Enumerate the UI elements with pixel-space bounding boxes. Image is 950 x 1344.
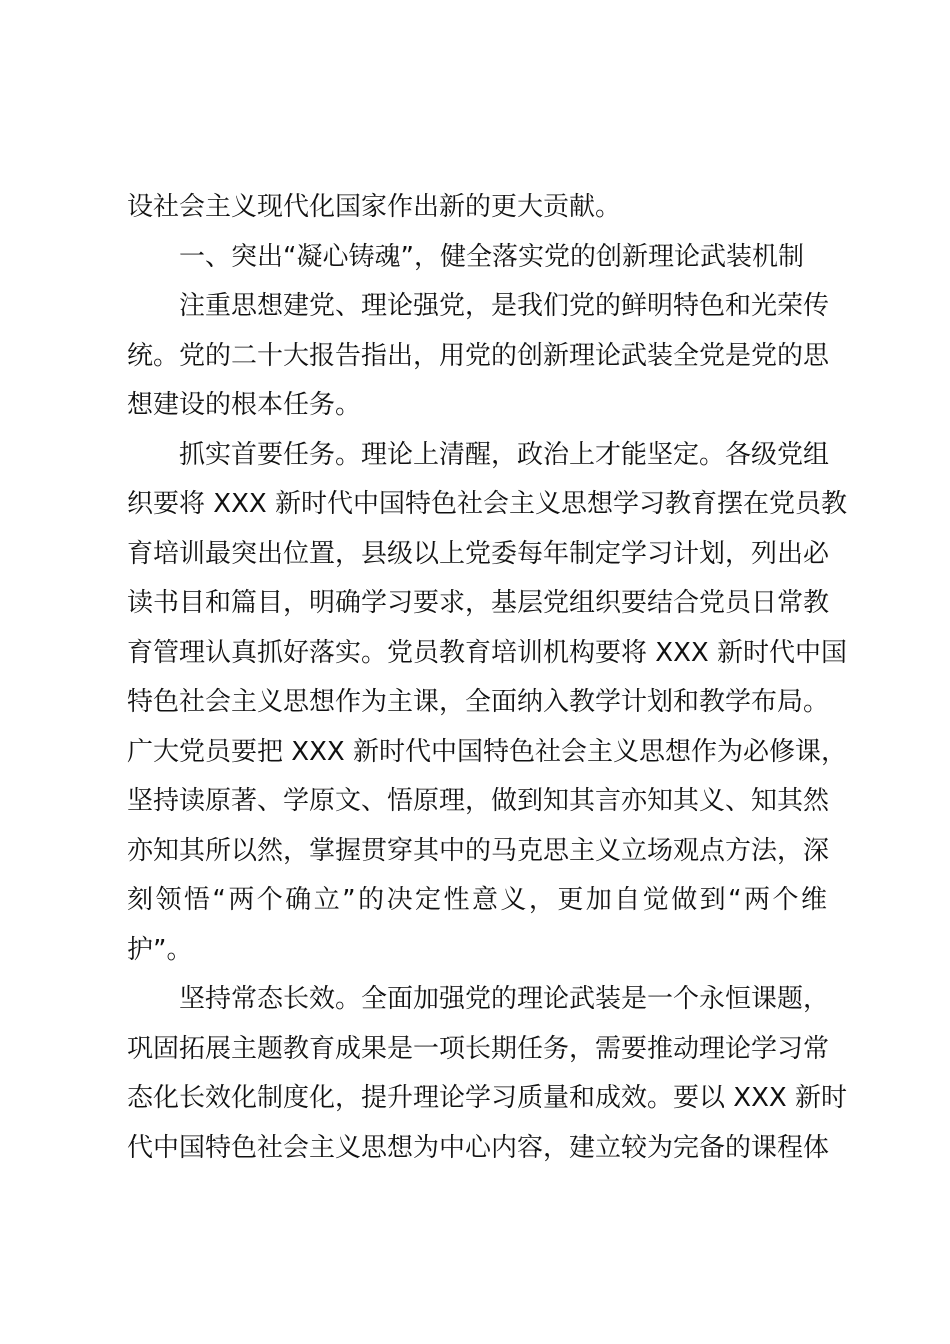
text-line: 态化长效化制度化，提升理论学习质量和成效。要以 XXX 新时 — [127, 1083, 847, 1113]
text-line: 特色社会主义思想作为主课，全面纳入教学计划和教学布局。 — [127, 687, 830, 717]
text-line: 亦知其所以然，掌握贯穿其中的马克思主义立场观点方法，深 — [127, 835, 830, 866]
text-line: 育培训最突出位置，县级以上党委每年制定学习计划，列出必 — [127, 538, 830, 569]
text-line: 巩固拓展主题教育成果是一项长期任务，需要推动理论学习常 — [127, 1033, 830, 1064]
text-line: 想建设的根本任务。 — [127, 390, 362, 420]
text-line: 统。党的二十大报告指出，用党的创新理论武装全党是党的思 — [127, 340, 830, 371]
text-line: 代中国特色社会主义思想为中心内容，建立较为完备的课程体 — [127, 1132, 830, 1163]
text-line: 护”。 — [127, 934, 193, 965]
text-line: 刻领悟“两个确立”的决定性意义，更加自觉做到“两个维 — [127, 885, 827, 915]
section-heading: 一、突出“凝心铸魂”，健全落实党的创新理论武装机制 — [179, 241, 804, 272]
text-line: 读书目和篇目，明确学习要求，基层党组织要结合党员日常教 — [127, 588, 830, 618]
text-line: 注重思想建党、理论强党，是我们党的鲜明特色和光荣传 — [179, 291, 830, 321]
text-line: 设社会主义现代化国家作出新的更大贡献。 — [127, 192, 622, 222]
text-line: 抓实首要任务。理论上清醒，政治上才能坚定。各级党组 — [179, 439, 830, 470]
text-line: 织要将 XXX 新时代中国特色社会主义思想学习教育摆在党员教 — [127, 489, 847, 519]
text-line: 育管理认真抓好落实。党员教育培训机构要将 XXX 新时代中国 — [127, 637, 847, 668]
text-line: 坚持常态长效。全面加强党的理论武装是一个永恒课题， — [179, 984, 830, 1014]
text-line: 坚持读原著、学原文、悟原理，做到知其言亦知其义、知其然 — [127, 786, 830, 816]
document-body — [127, 183, 847, 1173]
text-line: 广大党员要把 XXX 新时代中国特色社会主义思想作为必修课， — [127, 736, 847, 767]
